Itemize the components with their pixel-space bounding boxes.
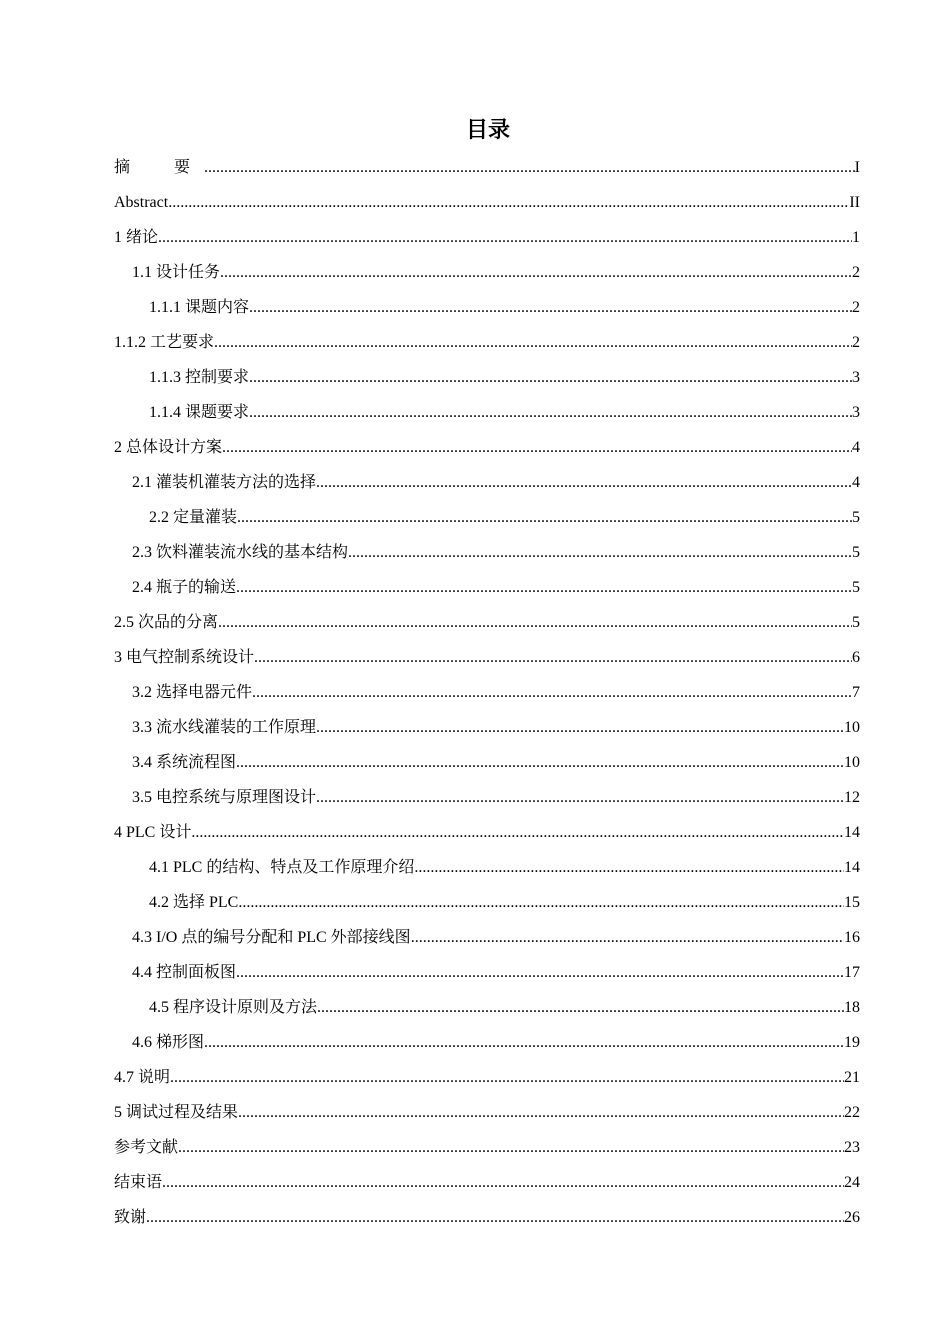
toc-entry-label: 3.4 系统流程图 — [132, 754, 237, 771]
toc-entry-page-number: 5 — [852, 614, 860, 631]
toc-entry-label: 2 总体设计方案 — [114, 439, 223, 456]
toc-dot-leader — [220, 255, 852, 290]
toc-entry-label: 4.7 说明 — [114, 1069, 171, 1086]
toc-dot-leader — [204, 150, 855, 185]
toc-entry-label: 2.5 次品的分离 — [114, 614, 219, 631]
toc-entry[interactable] — [114, 570, 860, 605]
toc-entry[interactable] — [114, 150, 860, 185]
toc-entry-page-number: 1 — [852, 229, 860, 246]
toc-entry[interactable] — [114, 395, 860, 430]
toc-dot-leader — [158, 220, 852, 255]
toc-entry-page-number: 14 — [844, 824, 860, 841]
toc-entry[interactable] — [114, 1025, 860, 1060]
toc-entry-label: 2.2 定量灌装 — [149, 509, 238, 526]
toc-dot-leader — [252, 675, 852, 710]
toc-dot-leader — [146, 1200, 844, 1235]
toc-dot-leader — [237, 500, 852, 535]
toc-entry[interactable] — [114, 1060, 860, 1095]
toc-entry-label: 2.3 饮料灌装流水线的基本结构 — [132, 544, 349, 561]
toc-entry-label: 1.1.1 课题内容 — [149, 299, 250, 316]
toc-entry[interactable] — [114, 500, 860, 535]
toc-entry[interactable] — [114, 465, 860, 500]
toc-entry-page-number: 26 — [844, 1209, 860, 1226]
toc-dot-leader — [214, 325, 852, 360]
toc-entry-page-number: 5 — [852, 579, 860, 596]
toc-entry-page-number: 23 — [844, 1139, 860, 1156]
toc-entry[interactable] — [114, 815, 860, 850]
toc-entry-label: 参考文献 — [114, 1139, 179, 1156]
toc-entry-page-number: 4 — [852, 439, 860, 456]
toc-entry-label: 4.1 PLC 的结构、特点及工作原理介绍 — [149, 859, 415, 876]
toc-entry[interactable] — [114, 430, 860, 465]
toc-dot-leader — [414, 850, 844, 885]
toc-entry-page-number: 14 — [844, 859, 860, 876]
toc-entry-page-number: 22 — [844, 1104, 860, 1121]
toc-entry-page-number: 17 — [844, 964, 860, 981]
toc-entry-page-number: I — [854, 159, 860, 176]
toc-entry-label: 5 调试过程及结果 — [114, 1104, 239, 1121]
toc-entry-label: 4.5 程序设计原则及方法 — [149, 999, 318, 1016]
toc-dot-leader — [204, 1025, 844, 1060]
table-of-contents — [114, 150, 860, 1235]
toc-entry[interactable] — [114, 710, 860, 745]
toc-entry[interactable] — [114, 1130, 860, 1165]
toc-entry[interactable] — [114, 1200, 860, 1235]
toc-dot-leader — [411, 920, 844, 955]
toc-dot-leader — [168, 185, 849, 220]
toc-dot-leader — [316, 780, 844, 815]
toc-entry-label: 4.3 I/O 点的编号分配和 PLC 外部接线图 — [132, 929, 411, 946]
toc-entry[interactable] — [114, 360, 860, 395]
toc-entry-label: 4.4 控制面板图 — [132, 964, 237, 981]
toc-entry-page-number: 5 — [852, 544, 860, 561]
toc-entry-page-number: 6 — [852, 649, 860, 666]
toc-entry-label: 1 绪论 — [114, 229, 159, 246]
toc-entry[interactable] — [114, 675, 860, 710]
toc-entry-label: 2.4 瓶子的输送 — [132, 579, 237, 596]
toc-entry[interactable] — [114, 325, 860, 360]
toc-entry[interactable] — [114, 1095, 860, 1130]
toc-entry-label: Abstract — [114, 194, 169, 211]
toc-entry[interactable] — [114, 185, 860, 220]
toc-entry[interactable] — [114, 220, 860, 255]
toc-dot-leader — [236, 955, 844, 990]
toc-dot-leader — [178, 1130, 844, 1165]
toc-entry-label: 致谢 — [114, 1209, 147, 1226]
toc-entry-label: 3.3 流水线灌装的工作原理 — [132, 719, 317, 736]
toc-entry-page-number: 3 — [852, 369, 860, 386]
toc-dot-leader — [238, 885, 844, 920]
toc-dot-leader — [316, 465, 852, 500]
toc-entry[interactable] — [114, 1165, 860, 1200]
toc-dot-leader — [254, 640, 852, 675]
toc-entry[interactable] — [114, 990, 860, 1025]
toc-dot-leader — [348, 535, 852, 570]
toc-entry-page-number: 10 — [844, 754, 860, 771]
toc-dot-leader — [236, 745, 844, 780]
toc-entry-label: 摘 要 — [114, 159, 205, 176]
toc-dot-leader — [238, 1095, 844, 1130]
toc-entry-page-number: 2 — [852, 264, 860, 281]
toc-entry-page-number: II — [849, 194, 860, 211]
toc-entry-page-number: 2 — [852, 334, 860, 351]
toc-entry-page-number: 7 — [852, 684, 860, 701]
toc-entry-page-number: 2 — [852, 299, 860, 316]
toc-entry[interactable] — [114, 290, 860, 325]
toc-entry-label: 3.2 选择电器元件 — [132, 684, 253, 701]
toc-entry-page-number: 3 — [852, 404, 860, 421]
toc-entry[interactable] — [114, 850, 860, 885]
toc-entry-page-number: 10 — [844, 719, 860, 736]
toc-entry-label: 1.1.2 工艺要求 — [114, 334, 215, 351]
toc-dot-leader — [316, 710, 844, 745]
toc-entry-label: 3 电气控制系统设计 — [114, 649, 255, 666]
toc-entry-page-number: 4 — [852, 474, 860, 491]
toc-entry[interactable] — [114, 640, 860, 675]
toc-entry-label: 4.2 选择 PLC — [149, 894, 239, 911]
toc-entry[interactable] — [114, 920, 860, 955]
toc-entry-label: 3.5 电控系统与原理图设计 — [132, 789, 317, 806]
toc-entry-label: 1.1.3 控制要求 — [149, 369, 250, 386]
toc-dot-leader — [317, 990, 844, 1025]
toc-entry-page-number: 12 — [844, 789, 860, 806]
toc-entry-label: 结束语 — [114, 1174, 163, 1191]
page-title: 目录 — [465, 118, 510, 143]
toc-dot-leader — [162, 1165, 844, 1200]
toc-dot-leader — [218, 605, 852, 640]
toc-dot-leader — [249, 290, 852, 325]
toc-entry-page-number: 19 — [844, 1034, 860, 1051]
toc-dot-leader — [222, 430, 852, 465]
toc-entry-page-number: 15 — [844, 894, 860, 911]
toc-entry-label: 1.1 设计任务 — [132, 264, 221, 281]
toc-dot-leader — [236, 570, 852, 605]
toc-dot-leader — [191, 815, 844, 850]
toc-entry[interactable] — [114, 255, 860, 290]
toc-entry-label: 1.1.4 课题要求 — [149, 404, 250, 421]
toc-entry-page-number: 21 — [844, 1069, 860, 1086]
toc-entry-label: 4.6 梯形图 — [132, 1034, 205, 1051]
toc-entry[interactable] — [114, 535, 860, 570]
toc-dot-leader — [170, 1060, 844, 1095]
toc-entry-page-number: 5 — [852, 509, 860, 526]
toc-entry-label: 4 PLC 设计 — [114, 824, 192, 841]
toc-entry[interactable] — [114, 955, 860, 990]
toc-entry-page-number: 24 — [844, 1174, 860, 1191]
toc-entry[interactable] — [114, 885, 860, 920]
toc-dot-leader — [249, 360, 852, 395]
toc-entry-label: 2.1 灌装机灌装方法的选择 — [132, 474, 317, 491]
toc-entry[interactable] — [114, 605, 860, 640]
toc-dot-leader — [249, 395, 852, 430]
toc-entry[interactable] — [114, 745, 860, 780]
toc-entry[interactable] — [114, 780, 860, 815]
toc-entry-page-number: 18 — [844, 999, 860, 1016]
toc-entry-page-number: 16 — [844, 929, 860, 946]
